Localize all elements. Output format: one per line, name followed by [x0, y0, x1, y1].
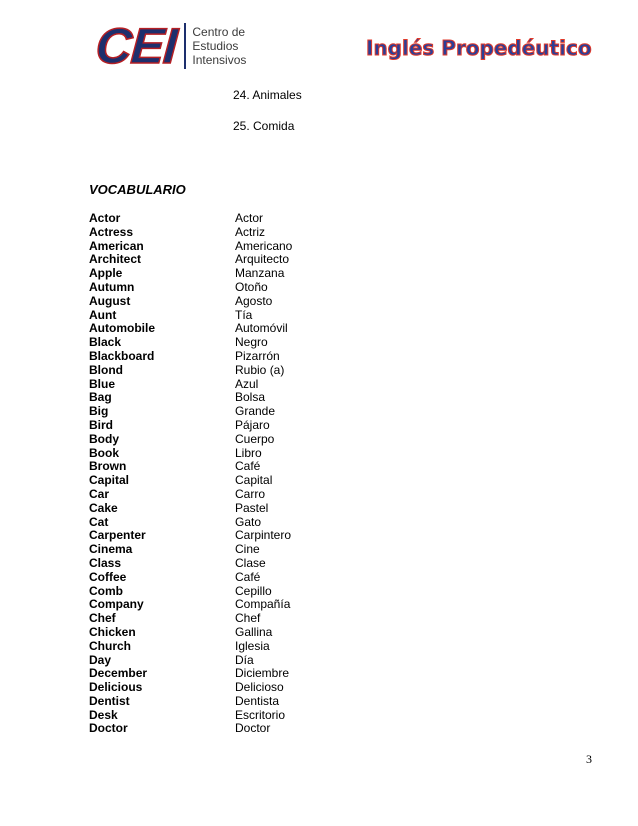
spanish-translation: Grande — [235, 404, 276, 419]
english-word: Aunt — [89, 307, 117, 322]
vocabulary-row — [89, 488, 489, 502]
english-word: Automobile — [89, 321, 155, 336]
spanish-translation: Gallina — [235, 624, 273, 639]
vocabulary-row — [89, 460, 489, 474]
spanish-translation: Americano — [235, 238, 293, 253]
cei-logo — [96, 20, 246, 72]
vocabulary-row — [89, 722, 489, 736]
english-word: American — [89, 238, 144, 253]
spanish-translation: Cine — [235, 542, 260, 557]
english-word: Cat — [89, 514, 109, 529]
vocabulary-row — [89, 502, 489, 516]
vocabulary-row — [89, 543, 489, 557]
vocabulary-row — [89, 681, 489, 695]
english-word: Dentist — [89, 693, 130, 708]
spanish-translation: Chef — [235, 611, 261, 626]
english-word: Church — [89, 638, 131, 653]
spanish-translation: Día — [235, 652, 254, 667]
vocabulary-row — [89, 322, 489, 336]
spanish-translation: Pájaro — [235, 417, 270, 432]
english-word: Big — [89, 404, 109, 419]
spanish-translation: Doctor — [235, 721, 271, 736]
vocabulary-row — [89, 529, 489, 543]
spanish-translation: Café — [235, 459, 261, 474]
spanish-translation: Dentista — [235, 693, 280, 708]
english-word: Day — [89, 652, 112, 667]
spanish-translation: Clase — [235, 555, 266, 570]
vocabulary-row — [89, 267, 489, 281]
spanish-translation: Azul — [235, 376, 259, 391]
spanish-translation: Actriz — [235, 224, 265, 239]
english-word: Chef — [89, 611, 116, 626]
spanish-translation: Bolsa — [235, 390, 266, 405]
english-word: Brown — [89, 459, 127, 474]
section-title: VOCABULARIO — [89, 182, 186, 197]
vocabulary-row — [89, 405, 489, 419]
english-word: Car — [89, 486, 110, 501]
spanish-translation: Carpintero — [235, 528, 292, 543]
spanish-translation: Pizarrón — [235, 348, 280, 363]
vocabulary-row — [89, 571, 489, 585]
english-word: Chicken — [89, 624, 136, 639]
spanish-translation: Diciembre — [235, 666, 290, 681]
vocabulary-row — [89, 585, 489, 599]
spanish-translation: Automóvil — [235, 321, 288, 336]
vocabulary-row — [89, 667, 489, 681]
english-word: Actress — [89, 224, 134, 239]
spanish-translation: Tía — [235, 307, 253, 322]
toc-item-25: 25. Comida — [233, 119, 295, 133]
vocabulary-row — [89, 709, 489, 723]
english-word: Cake — [89, 500, 118, 515]
spanish-translation: Escritorio — [235, 707, 286, 722]
spanish-translation: Cepillo — [235, 583, 272, 598]
page-number: 3 — [586, 752, 592, 766]
vocabulary-row — [89, 364, 489, 378]
logo-mark: CEI — [94, 18, 179, 74]
english-word: Book — [89, 445, 119, 460]
english-word: Actor — [89, 211, 121, 225]
english-word: Carpenter — [89, 528, 146, 543]
english-word: Bird — [89, 417, 113, 432]
vocabulary-row — [89, 640, 489, 654]
english-word: Blackboard — [89, 348, 155, 363]
spanish-translation: Agosto — [235, 293, 273, 308]
vocabulary-row — [89, 419, 489, 433]
vocabulary-row — [89, 309, 489, 323]
vocabulary-row — [89, 557, 489, 571]
english-word: Class — [89, 555, 122, 570]
english-word: Body — [89, 431, 119, 446]
vocabulary-row — [89, 654, 489, 668]
spanish-translation: Actor — [235, 211, 264, 225]
english-word: Delicious — [89, 680, 143, 695]
spanish-translation: Rubio (a) — [235, 362, 285, 377]
vocabulary-row — [89, 240, 489, 254]
vocabulary-row — [89, 253, 489, 267]
vocabulary-row — [89, 474, 489, 488]
vocabulary-row — [89, 695, 489, 709]
vocabulary-row — [89, 336, 489, 350]
spanish-translation: Arquitecto — [235, 252, 290, 267]
course-title: Inglés Propedéutico — [366, 36, 592, 60]
spanish-translation: Capital — [235, 473, 273, 488]
english-word: August — [89, 293, 131, 308]
vocabulary-list — [89, 212, 489, 736]
vocabulary-row — [89, 378, 489, 392]
vocabulary-row — [89, 516, 489, 530]
vocabulary-row — [89, 295, 489, 309]
english-word: Doctor — [89, 721, 128, 736]
vocabulary-row — [89, 391, 489, 405]
english-word: December — [89, 666, 148, 681]
english-word: Blond — [89, 362, 123, 377]
logo-words — [192, 25, 246, 67]
english-word: Company — [89, 597, 144, 612]
english-word: Architect — [89, 252, 142, 267]
vocabulary-row — [89, 612, 489, 626]
spanish-translation: Otoño — [235, 279, 268, 294]
vocabulary-row — [89, 447, 489, 461]
spanish-translation: Carro — [235, 486, 266, 501]
spanish-translation: Delicioso — [235, 680, 284, 695]
english-word: Black — [89, 335, 122, 350]
english-word: Bag — [89, 390, 112, 405]
spanish-translation: Libro — [235, 445, 262, 460]
spanish-translation: Negro — [235, 335, 268, 350]
english-word: Blue — [89, 376, 116, 391]
vocabulary-row — [89, 281, 489, 295]
spanish-translation: Compañía — [235, 597, 291, 612]
spanish-translation: Café — [235, 569, 261, 584]
logo-word: Estudios — [192, 39, 239, 53]
vocabulary-row — [89, 212, 489, 226]
english-word: Comb — [89, 583, 123, 598]
spanish-translation: Iglesia — [235, 638, 270, 653]
logo-word: Centro de — [192, 25, 246, 39]
vocabulary-row — [89, 350, 489, 364]
spanish-translation: Gato — [235, 514, 262, 529]
vocabulary-row — [89, 433, 489, 447]
vocabulary-row — [89, 226, 489, 240]
toc-item-24: 24. Animales — [233, 88, 302, 102]
logo-word: Intensivos — [192, 53, 247, 67]
spanish-translation: Manzana — [235, 266, 285, 281]
logo-divider — [184, 23, 186, 69]
vocabulary-row — [89, 598, 489, 612]
spanish-translation: Cuerpo — [235, 431, 275, 446]
vocabulary-row — [89, 626, 489, 640]
english-word: Desk — [89, 707, 118, 722]
english-word: Autumn — [89, 279, 135, 294]
english-word: Capital — [89, 473, 130, 488]
english-word: Apple — [89, 266, 123, 281]
english-word: Coffee — [89, 569, 127, 584]
english-word: Cinema — [89, 542, 133, 557]
spanish-translation: Pastel — [235, 500, 269, 515]
